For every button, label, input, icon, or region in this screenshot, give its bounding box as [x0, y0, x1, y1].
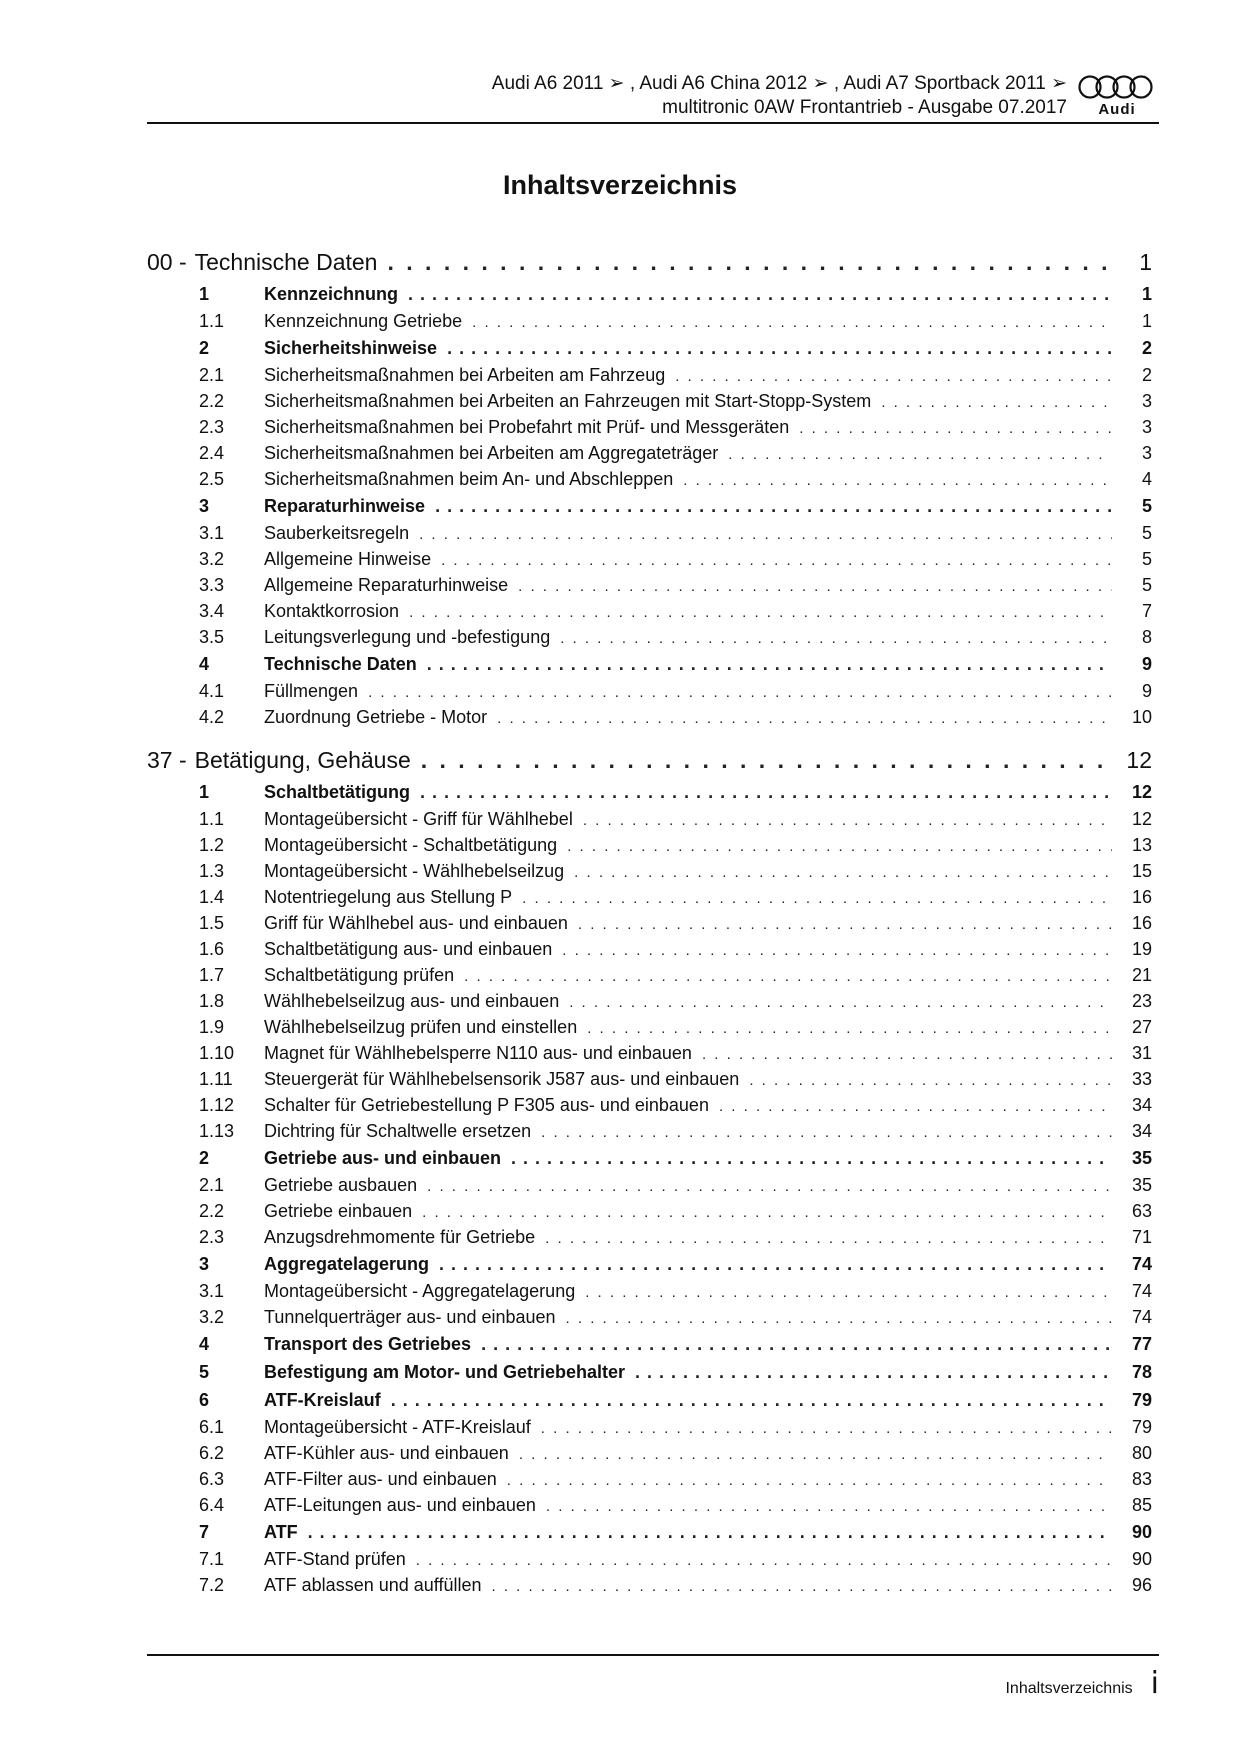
toc-entry-title: Getriebe einbauen: [264, 1201, 413, 1221]
header-text: [492, 72, 1067, 120]
toc-section-title: Aggregatelagerung: [264, 1254, 430, 1274]
dot-leader: [435, 492, 1112, 513]
toc-entry[interactable]: [147, 832, 1152, 858]
toc-entry-page: 31: [1131, 1043, 1152, 1063]
header-divider: [147, 122, 1159, 124]
toc-entry-number: 7.1: [199, 1549, 225, 1569]
toc-section[interactable]: [147, 1518, 1152, 1546]
toc-entry-number: 6.4: [199, 1495, 225, 1515]
toc-entry-number: 1.8: [199, 991, 225, 1011]
toc-entry-number: 1.1: [199, 311, 225, 331]
dot-leader: [419, 522, 1112, 539]
toc-section-title: Befestigung am Motor- und Getriebehalter: [264, 1362, 626, 1382]
toc-section-page: 78: [1131, 1362, 1152, 1382]
dot-leader: [578, 912, 1112, 929]
dot-leader: [566, 1306, 1112, 1323]
toc-section[interactable]: [147, 650, 1152, 678]
dot-leader: [522, 886, 1112, 903]
footer-divider: [147, 1654, 1159, 1656]
toc-entry-page: 3: [1141, 443, 1152, 463]
toc-section[interactable]: [147, 1386, 1152, 1414]
toc-entry[interactable]: [147, 1224, 1152, 1250]
toc-entry-page: 74: [1131, 1307, 1152, 1327]
toc-section-number: 7: [199, 1522, 210, 1542]
dot-leader: [574, 860, 1112, 877]
audi-logo-wordmark: Audi: [1098, 101, 1136, 118]
toc-entry-number: 1.6: [199, 939, 225, 959]
toc-chapter[interactable]: [147, 244, 1152, 280]
toc-entry-page: 33: [1131, 1069, 1152, 1089]
toc-entry[interactable]: [147, 520, 1152, 546]
toc-entry-page: 7: [1141, 601, 1152, 621]
toc-entry[interactable]: [147, 1440, 1152, 1466]
toc-section[interactable]: [147, 778, 1152, 806]
toc-entry-page: 79: [1131, 1417, 1152, 1437]
dot-leader: [881, 390, 1112, 407]
toc-entry-number: 1.1: [199, 809, 225, 829]
dot-leader: [545, 1226, 1112, 1243]
toc-entry[interactable]: [147, 1118, 1152, 1144]
toc-entry-page: 85: [1131, 1495, 1152, 1515]
toc-entry-page: 15: [1131, 861, 1152, 881]
toc-entry-title: Montageübersicht - Wählhebelseilzug: [264, 861, 565, 881]
toc-entry-number: 2.4: [199, 443, 225, 463]
toc-section-title: Transport des Getriebes: [264, 1334, 472, 1354]
toc-entry-number: 1.11: [199, 1069, 233, 1089]
toc-section[interactable]: [147, 280, 1152, 308]
toc-entry[interactable]: [147, 1066, 1152, 1092]
toc-entry-page: 80: [1131, 1443, 1152, 1463]
dot-leader: [560, 626, 1112, 643]
dot-leader: [719, 1094, 1112, 1111]
toc-entry-number: 1.7: [199, 965, 225, 985]
header-edition-line: multitronic 0AW Frontantrieb - Ausgabe 07.2017: [662, 97, 1067, 118]
toc-entry[interactable]: [147, 308, 1152, 334]
toc-entry-page: 34: [1131, 1095, 1152, 1115]
toc-entry[interactable]: [147, 1414, 1152, 1440]
toc-entry-title: Steuergerät für Wählhebelsensorik J587 aus- und einbauen: [264, 1069, 740, 1089]
toc-section-page: 35: [1131, 1148, 1152, 1168]
toc-entry-number: 1.13: [199, 1121, 235, 1141]
toc-entry-page: 9: [1141, 681, 1152, 701]
dot-leader: [702, 1042, 1112, 1059]
toc-section-title: ATF: [264, 1522, 298, 1542]
toc-chapter-number: 00 -: [147, 249, 187, 275]
toc-section[interactable]: [147, 1330, 1152, 1358]
toc-entry-number: 1.2: [199, 835, 225, 855]
dot-leader: [464, 964, 1112, 981]
toc-entry-title: Griff für Wählhebel aus- und einbauen: [264, 913, 568, 933]
dot-leader: [441, 548, 1112, 565]
toc-section[interactable]: [147, 492, 1152, 520]
toc-entry-title: Sauberkeitsregeln: [264, 523, 410, 543]
toc-section[interactable]: [147, 1250, 1152, 1278]
toc-entry-number: 3.1: [199, 523, 225, 543]
toc-entry-title: Sicherheitsmaßnahmen beim An- und Abschleppen: [264, 469, 674, 489]
toc-entry[interactable]: [147, 1546, 1152, 1572]
toc-entry[interactable]: [147, 598, 1152, 624]
dot-leader: [416, 1548, 1112, 1565]
toc-entry-title: Allgemeine Reparaturhinweise: [264, 575, 509, 595]
dot-leader: [491, 1574, 1112, 1591]
toc-entry[interactable]: [147, 1040, 1152, 1066]
toc-section-number: 3: [199, 1254, 210, 1274]
dot-leader: [368, 680, 1112, 697]
toc-entry-page: 5: [1141, 575, 1152, 595]
toc-entry-title: ATF-Kühler aus- und einbauen: [264, 1443, 509, 1463]
toc-entry-page: 35: [1131, 1175, 1152, 1195]
toc-entry-number: 2.3: [199, 1227, 225, 1247]
toc-section-number: 2: [199, 338, 210, 358]
toc-entry-number: 1.3: [199, 861, 225, 881]
toc-entry-title: ATF-Leitungen aus- und einbauen: [264, 1495, 536, 1515]
dot-leader: [472, 310, 1112, 327]
dot-leader: [511, 1144, 1112, 1165]
dot-leader: [799, 416, 1112, 433]
toc-entry[interactable]: [147, 572, 1152, 598]
toc-entry-title: Leitungsverlegung und -befestigung: [264, 627, 551, 647]
toc-section[interactable]: [147, 1358, 1152, 1386]
dot-leader: [420, 778, 1112, 799]
toc-entry[interactable]: [147, 1492, 1152, 1518]
dot-leader: [439, 1250, 1112, 1271]
toc-chapter-page: 12: [1126, 747, 1152, 773]
toc-entry[interactable]: [147, 362, 1152, 388]
dot-leader: [447, 334, 1112, 355]
toc-entry-page: 19: [1131, 939, 1152, 959]
toc-entry[interactable]: [147, 858, 1152, 884]
toc-entry-title: Allgemeine Hinweise: [264, 549, 432, 569]
toc-section-title: Kennzeichnung: [264, 284, 398, 304]
toc-entry-page: 3: [1141, 417, 1152, 437]
toc-entry-page: 96: [1131, 1575, 1152, 1595]
dot-leader: [749, 1068, 1112, 1085]
dot-leader: [422, 1200, 1112, 1217]
toc-entry-title: Montageübersicht - ATF-Kreislauf: [264, 1417, 531, 1437]
dot-leader: [387, 244, 1112, 270]
toc-entry-title: Kennzeichnung Getriebe: [264, 311, 463, 331]
dot-leader: [497, 706, 1112, 723]
toc-entry-title: Sicherheitsmaßnahmen bei Arbeiten an Fahrzeugen mit Start-Stopp-System: [264, 391, 872, 411]
toc-entry-number: 2.5: [199, 469, 225, 489]
toc-section-number: 2: [199, 1148, 210, 1168]
dot-leader: [635, 1358, 1112, 1379]
toc-entry-title: Schalter für Getriebestellung P F305 aus- und einbauen: [264, 1095, 709, 1115]
toc-entry-title: Montageübersicht - Griff für Wählhebel: [264, 809, 573, 829]
toc-entry-page: 5: [1141, 549, 1152, 569]
dot-leader: [583, 808, 1112, 825]
toc-entry-title: Anzugsdrehmomente für Getriebe: [264, 1227, 536, 1247]
dot-leader: [427, 650, 1112, 671]
toc-entry-page: 34: [1131, 1121, 1152, 1141]
toc-entry-page: 63: [1131, 1201, 1152, 1221]
toc-entry-title: Zuordnung Getriebe - Motor: [264, 707, 488, 727]
toc-entry-title: ATF-Stand prüfen: [264, 1549, 406, 1569]
toc-entry[interactable]: [147, 884, 1152, 910]
toc-entry[interactable]: [147, 988, 1152, 1014]
dot-leader: [567, 834, 1112, 851]
toc-entry[interactable]: [147, 704, 1152, 730]
toc-entry[interactable]: [147, 910, 1152, 936]
toc-entry[interactable]: [147, 1466, 1152, 1492]
page-footer: [1005, 1666, 1159, 1701]
toc-entry-page: 12: [1131, 809, 1152, 829]
toc-section-title: Reparaturhinweise: [264, 496, 426, 516]
toc-entry-number: 2.1: [199, 365, 225, 385]
toc-section-page: 2: [1141, 338, 1152, 358]
dot-leader: [683, 468, 1112, 485]
toc-entry[interactable]: [147, 678, 1152, 704]
toc-entry[interactable]: [147, 1198, 1152, 1224]
toc-entry-number: 4.2: [199, 707, 225, 727]
toc-entry-page: 5: [1141, 523, 1152, 543]
toc-section[interactable]: [147, 334, 1152, 362]
toc-title: Inhaltsverzeichnis: [502, 170, 738, 200]
toc-chapter-title: Technische Daten: [194, 249, 378, 275]
page-header: [147, 72, 1159, 122]
toc-entry[interactable]: [147, 414, 1152, 440]
toc-section-number: 5: [199, 1362, 210, 1382]
toc-entry[interactable]: [147, 624, 1152, 650]
footer-page-number: i: [1150, 1666, 1159, 1701]
toc-entry-number: 1.5: [199, 913, 225, 933]
toc-chapter-number: 37 -: [147, 747, 187, 773]
dot-leader: [587, 1016, 1112, 1033]
toc-section-page: 79: [1131, 1390, 1152, 1410]
toc-entry-number: 1.4: [199, 887, 225, 907]
toc-entry-number: 2.2: [199, 391, 225, 411]
toc-entry[interactable]: [147, 1092, 1152, 1118]
toc-entry-title: Füllmengen: [264, 681, 359, 701]
dot-leader: [519, 1442, 1112, 1459]
toc-section-number: 1: [199, 284, 210, 304]
dot-leader: [546, 1494, 1112, 1511]
toc-section-number: 6: [199, 1390, 210, 1410]
toc-section[interactable]: [147, 1144, 1152, 1172]
toc-entry-page: 10: [1131, 707, 1152, 727]
toc-section-page: 77: [1131, 1334, 1152, 1354]
toc-section-page: 12: [1131, 782, 1152, 802]
footer-label: Inhaltsverzeichnis: [1005, 1680, 1133, 1697]
toc-entry-title: Tunnelquerträger aus- und einbauen: [264, 1307, 556, 1327]
toc-entry-page: 90: [1131, 1549, 1152, 1569]
dot-leader: [308, 1518, 1112, 1539]
dot-leader: [481, 1330, 1112, 1351]
toc-entry-title: Montageübersicht - Schaltbetätigung: [264, 835, 558, 855]
toc-entry-number: 4.1: [199, 681, 225, 701]
toc-entry-page: 74: [1131, 1281, 1152, 1301]
toc-entry-number: 6.1: [199, 1417, 225, 1437]
dot-leader: [728, 442, 1112, 459]
dot-leader: [562, 938, 1112, 955]
toc-section-title: Getriebe aus- und einbauen: [264, 1148, 502, 1168]
toc-entry-title: Schaltbetätigung prüfen: [264, 965, 455, 985]
dot-leader: [408, 280, 1112, 301]
toc-entry-title: ATF ablassen und auffüllen: [264, 1575, 482, 1595]
dot-leader: [391, 1386, 1112, 1407]
toc-section-title: Sicherheitshinweise: [264, 338, 438, 358]
toc-entry-title: Sicherheitsmaßnahmen bei Arbeiten am Fahrzeug: [264, 365, 666, 385]
toc-entry[interactable]: [147, 806, 1152, 832]
audi-rings-icon: [1075, 74, 1159, 104]
toc-entry[interactable]: [147, 936, 1152, 962]
toc-chapter[interactable]: [147, 742, 1152, 778]
toc-entry-number: 2.3: [199, 417, 225, 437]
toc-entry-page: 83: [1131, 1469, 1152, 1489]
toc-entry-number: 3.4: [199, 601, 225, 621]
toc-entry-number: 3.2: [199, 1307, 225, 1327]
toc-entry-number: 7.2: [199, 1575, 225, 1595]
toc-entry-number: 6.3: [199, 1469, 225, 1489]
dot-leader: [518, 574, 1112, 591]
toc-section-number: 1: [199, 782, 210, 802]
toc-entry-number: 1.9: [199, 1017, 225, 1037]
toc-entry-title: Sicherheitsmaßnahmen bei Arbeiten am Aggregateträger: [264, 443, 719, 463]
toc-entry[interactable]: [147, 1278, 1152, 1304]
toc-entry[interactable]: [147, 1572, 1152, 1598]
toc-section-title: ATF-Kreislauf: [264, 1390, 381, 1410]
toc-entry-number: 1.12: [199, 1095, 235, 1115]
toc-entry-number: 1.10: [199, 1043, 235, 1063]
toc-section-title: Technische Daten: [264, 654, 417, 674]
toc-section-page: 9: [1141, 654, 1152, 674]
toc-entry[interactable]: [147, 1304, 1152, 1330]
dot-leader: [541, 1416, 1112, 1433]
toc-entry[interactable]: [147, 388, 1152, 414]
toc-chapter-page: 1: [1139, 249, 1152, 275]
toc-entry-title: Schaltbetätigung aus- und einbauen: [264, 939, 553, 959]
toc-entry-title: ATF-Filter aus- und einbauen: [264, 1469, 497, 1489]
toc-entry-number: 3.5: [199, 627, 225, 647]
toc-entry-title: Wählhebelseilzug prüfen und einstellen: [264, 1017, 578, 1037]
toc-entry-page: 23: [1131, 991, 1152, 1011]
toc-entry[interactable]: [147, 546, 1152, 572]
toc-entry-page: 16: [1131, 887, 1152, 907]
toc-entry-number: 3.1: [199, 1281, 225, 1301]
toc-entry-page: 4: [1141, 469, 1152, 489]
toc-section-page: 74: [1131, 1254, 1152, 1274]
toc-section-number: 3: [199, 496, 210, 516]
toc-entry-number: 2.2: [199, 1201, 225, 1221]
toc-entry[interactable]: [147, 1172, 1152, 1198]
toc-entry-page: 3: [1141, 391, 1152, 411]
dot-leader: [585, 1280, 1112, 1297]
toc-entry-title: Montageübersicht - Aggregatelagerung: [264, 1281, 576, 1301]
dot-leader: [409, 600, 1112, 617]
dot-leader: [569, 990, 1112, 1007]
table-of-contents: [147, 244, 1152, 1598]
toc-entry-page: 13: [1131, 835, 1152, 855]
toc-entry-page: 27: [1131, 1017, 1152, 1037]
dot-leader: [507, 1468, 1112, 1485]
toc-entry-page: 8: [1141, 627, 1152, 647]
toc-entry-number: 3.2: [199, 549, 225, 569]
toc-entry-page: 71: [1131, 1227, 1152, 1247]
toc-chapter-title: Betätigung, Gehäuse: [194, 747, 411, 773]
toc-entry[interactable]: [147, 466, 1152, 492]
toc-entry-page: 16: [1131, 913, 1152, 933]
toc-entry-number: 2.1: [199, 1175, 225, 1195]
toc-section-page: 5: [1141, 496, 1152, 516]
toc-entry-title: Getriebe ausbauen: [264, 1175, 418, 1195]
toc-entry-title: Magnet für Wählhebelsperre N110 aus- und einbauen: [264, 1043, 692, 1063]
toc-entry-number: 6.2: [199, 1443, 225, 1463]
toc-entry-title: Notentriegelung aus Stellung P: [264, 887, 513, 907]
toc-entry-title: Sicherheitsmaßnahmen bei Probefahrt mit Prüf- und Messgeräten: [264, 417, 790, 437]
header-vehicle-line: Audi A6 2011 ➢ , Audi A6 China 2012 ➢ , Audi A7 Sportback 2011 ➢: [491, 73, 1067, 94]
toc-entry-page: 21: [1131, 965, 1152, 985]
toc-section-page: 90: [1131, 1522, 1152, 1542]
toc-entry-page: 1: [1141, 311, 1152, 331]
toc-section-title: Schaltbetätigung: [264, 782, 411, 802]
toc-section-number: 4: [199, 1334, 210, 1354]
toc-section-page: 1: [1141, 284, 1152, 304]
toc-entry[interactable]: [147, 440, 1152, 466]
dot-leader: [541, 1120, 1112, 1137]
toc-entry[interactable]: [147, 1014, 1152, 1040]
audi-logo: [1075, 74, 1159, 120]
toc-entry[interactable]: [147, 962, 1152, 988]
toc-entry-title: Kontaktkorrosion: [264, 601, 400, 621]
toc-entry-number: 3.3: [199, 575, 225, 595]
toc-entry-title: Wählhebelseilzug aus- und einbauen: [264, 991, 560, 1011]
toc-section-number: 4: [199, 654, 210, 674]
dot-leader: [421, 742, 1112, 768]
dot-leader: [675, 364, 1112, 381]
dot-leader: [427, 1174, 1112, 1191]
toc-entry-title: Dichtring für Schaltwelle ersetzen: [264, 1121, 532, 1141]
toc-entry-page: 2: [1141, 365, 1152, 385]
